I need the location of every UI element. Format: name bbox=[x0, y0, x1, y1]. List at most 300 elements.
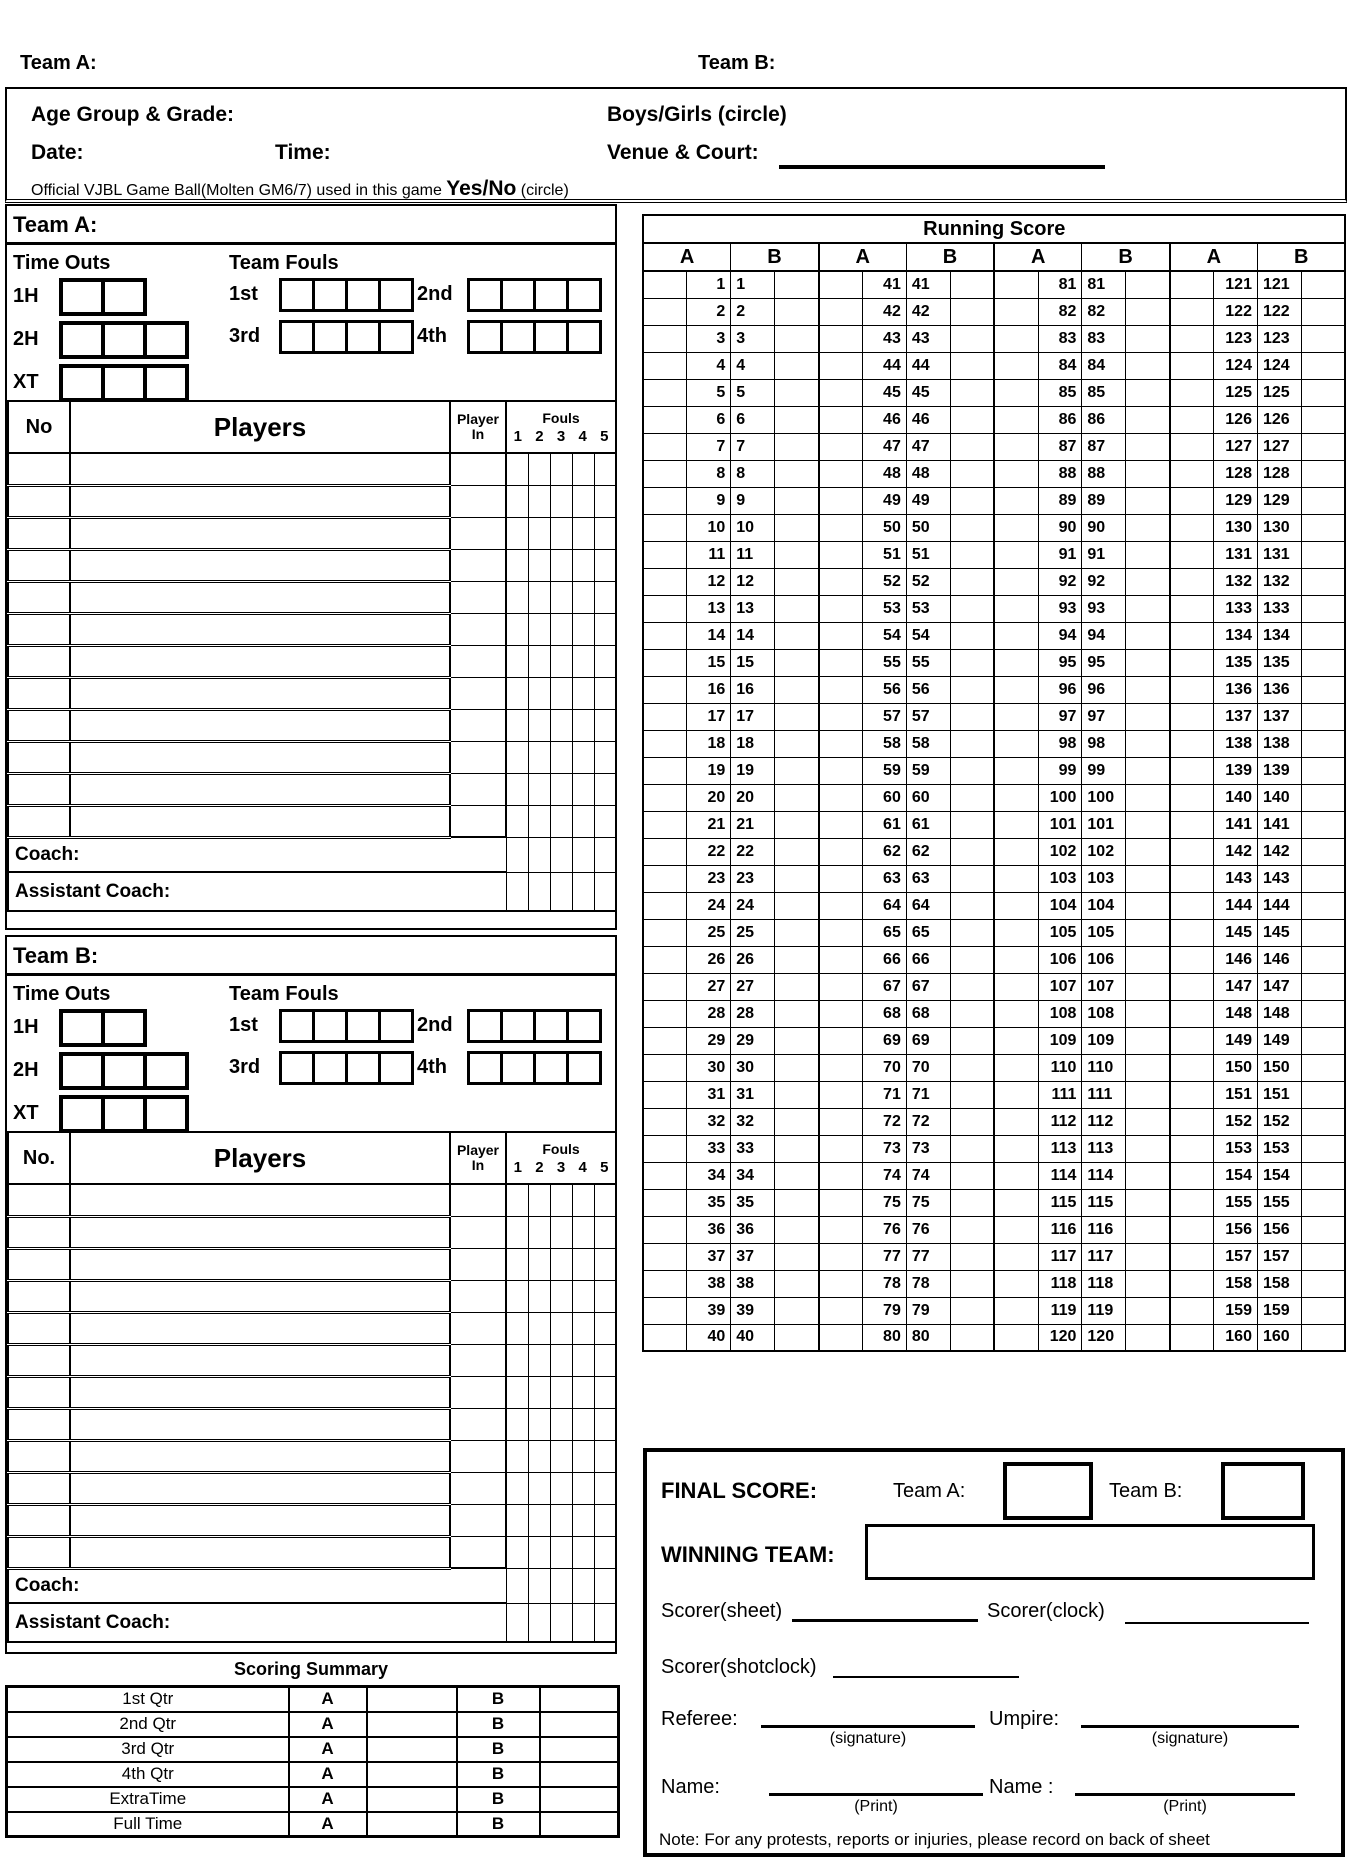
player-foul-cell[interactable] bbox=[528, 677, 550, 709]
player-foul-cell[interactable] bbox=[572, 1472, 594, 1504]
player-foul-cell[interactable] bbox=[572, 485, 594, 517]
running-score-number-a[interactable]: 16 bbox=[687, 676, 731, 703]
running-score-number-a[interactable]: 105 bbox=[1038, 919, 1082, 946]
running-score-mark-cell-b[interactable] bbox=[1126, 1027, 1170, 1054]
running-score-mark-cell-a[interactable] bbox=[994, 1081, 1038, 1108]
running-score-mark-cell-b[interactable] bbox=[775, 622, 819, 649]
running-score-number-b[interactable]: 12 bbox=[731, 568, 775, 595]
running-score-number-b[interactable]: 30 bbox=[731, 1054, 775, 1081]
running-score-mark-cell-a[interactable] bbox=[994, 1108, 1038, 1135]
running-score-number-a[interactable]: 67 bbox=[862, 973, 906, 1000]
player-number-cell[interactable] bbox=[8, 677, 70, 709]
running-score-mark-cell-a[interactable] bbox=[643, 1216, 687, 1243]
running-score-mark-cell-a[interactable] bbox=[994, 379, 1038, 406]
player-foul-cell[interactable] bbox=[528, 1184, 550, 1216]
running-score-number-a[interactable]: 116 bbox=[1038, 1216, 1082, 1243]
player-foul-cell[interactable] bbox=[572, 1504, 594, 1536]
player-number-cell[interactable] bbox=[8, 1216, 70, 1248]
final-team-b-score-box[interactable] bbox=[1221, 1462, 1305, 1520]
running-score-number-b[interactable]: 134 bbox=[1257, 622, 1301, 649]
team-foul-box[interactable] bbox=[312, 1009, 348, 1043]
player-foul-cell[interactable] bbox=[550, 1344, 572, 1376]
running-score-number-b[interactable]: 20 bbox=[731, 784, 775, 811]
running-score-mark-cell-a[interactable] bbox=[1170, 919, 1214, 946]
running-score-number-b[interactable]: 47 bbox=[906, 433, 950, 460]
running-score-mark-cell-b[interactable] bbox=[950, 622, 994, 649]
running-score-mark-cell-a[interactable] bbox=[643, 973, 687, 1000]
running-score-mark-cell-b[interactable] bbox=[775, 919, 819, 946]
team-foul-box[interactable] bbox=[279, 1051, 315, 1085]
running-score-number-a[interactable]: 73 bbox=[862, 1135, 906, 1162]
player-foul-cell[interactable] bbox=[550, 517, 572, 549]
running-score-mark-cell-b[interactable] bbox=[1301, 325, 1345, 352]
running-score-mark-cell-b[interactable] bbox=[950, 1243, 994, 1270]
running-score-number-a[interactable]: 141 bbox=[1214, 811, 1258, 838]
running-score-number-a[interactable]: 127 bbox=[1214, 433, 1258, 460]
running-score-number-b[interactable]: 135 bbox=[1257, 649, 1301, 676]
running-score-number-b[interactable]: 106 bbox=[1082, 946, 1126, 973]
running-score-mark-cell-a[interactable] bbox=[1170, 865, 1214, 892]
running-score-number-a[interactable]: 11 bbox=[687, 541, 731, 568]
running-score-number-b[interactable]: 60 bbox=[906, 784, 950, 811]
player-name-cell[interactable] bbox=[70, 1408, 450, 1440]
running-score-mark-cell-b[interactable] bbox=[950, 919, 994, 946]
player-foul-cell[interactable] bbox=[594, 1216, 616, 1248]
running-score-number-a[interactable]: 2 bbox=[687, 298, 731, 325]
running-score-mark-cell-b[interactable] bbox=[775, 784, 819, 811]
player-foul-cell[interactable] bbox=[572, 581, 594, 613]
running-score-number-a[interactable]: 49 bbox=[862, 487, 906, 514]
running-score-number-b[interactable]: 57 bbox=[906, 703, 950, 730]
running-score-mark-cell-a[interactable] bbox=[1170, 1216, 1214, 1243]
running-score-mark-cell-b[interactable] bbox=[1126, 460, 1170, 487]
player-in-cell[interactable] bbox=[450, 1536, 506, 1568]
summary-team-a-score-cell[interactable] bbox=[367, 1737, 457, 1762]
running-score-number-a[interactable]: 38 bbox=[687, 1270, 731, 1297]
running-score-mark-cell-a[interactable] bbox=[643, 784, 687, 811]
running-score-number-b[interactable]: 70 bbox=[906, 1054, 950, 1081]
running-score-mark-cell-b[interactable] bbox=[775, 865, 819, 892]
player-in-cell[interactable] bbox=[450, 805, 506, 837]
running-score-number-a[interactable]: 98 bbox=[1038, 730, 1082, 757]
umpire-name-field[interactable] bbox=[1075, 1768, 1295, 1816]
running-score-number-a[interactable]: 77 bbox=[862, 1243, 906, 1270]
player-foul-cell[interactable] bbox=[506, 1376, 528, 1408]
player-in-cell[interactable] bbox=[450, 1504, 506, 1536]
running-score-number-a[interactable]: 136 bbox=[1214, 676, 1258, 703]
running-score-mark-cell-b[interactable] bbox=[950, 1054, 994, 1081]
running-score-mark-cell-b[interactable] bbox=[775, 892, 819, 919]
team-foul-box[interactable] bbox=[312, 1051, 348, 1085]
running-score-number-a[interactable]: 37 bbox=[687, 1243, 731, 1270]
running-score-number-b[interactable]: 74 bbox=[906, 1162, 950, 1189]
running-score-number-a[interactable]: 147 bbox=[1214, 973, 1258, 1000]
running-score-mark-cell-b[interactable] bbox=[1301, 487, 1345, 514]
running-score-mark-cell-a[interactable] bbox=[994, 892, 1038, 919]
running-score-mark-cell-a[interactable] bbox=[1170, 352, 1214, 379]
running-score-number-b[interactable]: 36 bbox=[731, 1216, 775, 1243]
running-score-mark-cell-b[interactable] bbox=[1301, 865, 1345, 892]
summary-team-a-score-cell[interactable] bbox=[367, 1787, 457, 1812]
player-number-cell[interactable] bbox=[8, 453, 70, 485]
player-foul-cell[interactable] bbox=[506, 1216, 528, 1248]
running-score-number-a[interactable]: 146 bbox=[1214, 946, 1258, 973]
player-foul-cell[interactable] bbox=[528, 741, 550, 773]
player-foul-cell[interactable] bbox=[594, 1344, 616, 1376]
running-score-number-b[interactable]: 127 bbox=[1257, 433, 1301, 460]
player-foul-cell[interactable] bbox=[506, 1408, 528, 1440]
timeout-box[interactable] bbox=[59, 321, 105, 359]
player-foul-cell[interactable] bbox=[528, 1248, 550, 1280]
running-score-number-b[interactable]: 130 bbox=[1257, 514, 1301, 541]
running-score-mark-cell-a[interactable] bbox=[1170, 838, 1214, 865]
team-foul-box[interactable] bbox=[500, 1009, 536, 1043]
running-score-mark-cell-a[interactable] bbox=[819, 703, 863, 730]
running-score-number-b[interactable]: 58 bbox=[906, 730, 950, 757]
player-foul-cell[interactable] bbox=[506, 1312, 528, 1344]
player-in-cell[interactable] bbox=[450, 613, 506, 645]
running-score-mark-cell-a[interactable] bbox=[819, 1108, 863, 1135]
running-score-number-b[interactable]: 5 bbox=[731, 379, 775, 406]
running-score-mark-cell-a[interactable] bbox=[994, 811, 1038, 838]
running-score-number-a[interactable]: 94 bbox=[1038, 622, 1082, 649]
running-score-mark-cell-b[interactable] bbox=[1301, 1027, 1345, 1054]
running-score-mark-cell-a[interactable] bbox=[819, 568, 863, 595]
running-score-mark-cell-a[interactable] bbox=[1170, 1324, 1214, 1351]
running-score-mark-cell-b[interactable] bbox=[775, 568, 819, 595]
running-score-mark-cell-b[interactable] bbox=[1301, 271, 1345, 298]
running-score-number-b[interactable]: 54 bbox=[906, 622, 950, 649]
running-score-number-b[interactable]: 99 bbox=[1082, 757, 1126, 784]
running-score-mark-cell-a[interactable] bbox=[1170, 1189, 1214, 1216]
player-in-cell[interactable] bbox=[450, 549, 506, 581]
player-foul-cell[interactable] bbox=[506, 645, 528, 677]
player-foul-cell[interactable] bbox=[550, 645, 572, 677]
running-score-number-a[interactable]: 149 bbox=[1214, 1027, 1258, 1054]
player-foul-cell[interactable] bbox=[506, 805, 528, 837]
running-score-mark-cell-b[interactable] bbox=[950, 298, 994, 325]
running-score-number-b[interactable]: 156 bbox=[1257, 1216, 1301, 1243]
running-score-number-a[interactable]: 132 bbox=[1214, 568, 1258, 595]
running-score-mark-cell-a[interactable] bbox=[994, 1297, 1038, 1324]
player-foul-cell[interactable] bbox=[550, 741, 572, 773]
player-number-cell[interactable] bbox=[8, 773, 70, 805]
team-foul-box[interactable] bbox=[312, 278, 348, 312]
player-foul-cell[interactable] bbox=[594, 517, 616, 549]
running-score-number-a[interactable]: 19 bbox=[687, 757, 731, 784]
running-score-number-b[interactable]: 29 bbox=[731, 1027, 775, 1054]
player-foul-cell[interactable] bbox=[528, 1344, 550, 1376]
player-foul-cell[interactable] bbox=[550, 677, 572, 709]
running-score-mark-cell-a[interactable] bbox=[819, 649, 863, 676]
player-foul-cell[interactable] bbox=[572, 549, 594, 581]
player-foul-cell[interactable] bbox=[572, 1536, 594, 1568]
assistant-coach-row-label[interactable]: Assistant Coach: bbox=[8, 1603, 506, 1642]
running-score-mark-cell-a[interactable] bbox=[1170, 1297, 1214, 1324]
player-foul-cell[interactable] bbox=[594, 453, 616, 485]
running-score-number-a[interactable]: 92 bbox=[1038, 568, 1082, 595]
running-score-mark-cell-a[interactable] bbox=[819, 595, 863, 622]
running-score-mark-cell-b[interactable] bbox=[950, 892, 994, 919]
timeout-box[interactable] bbox=[143, 1052, 189, 1090]
running-score-mark-cell-b[interactable] bbox=[1301, 1081, 1345, 1108]
player-foul-cell[interactable] bbox=[594, 773, 616, 805]
running-score-mark-cell-b[interactable] bbox=[1301, 784, 1345, 811]
running-score-mark-cell-a[interactable] bbox=[819, 919, 863, 946]
running-score-mark-cell-b[interactable] bbox=[1126, 1108, 1170, 1135]
player-in-cell[interactable] bbox=[450, 677, 506, 709]
running-score-number-a[interactable]: 14 bbox=[687, 622, 731, 649]
running-score-mark-cell-b[interactable] bbox=[775, 676, 819, 703]
summary-team-b-score-cell[interactable] bbox=[540, 1787, 619, 1812]
running-score-number-a[interactable]: 124 bbox=[1214, 352, 1258, 379]
running-score-number-a[interactable]: 100 bbox=[1038, 784, 1082, 811]
running-score-mark-cell-b[interactable] bbox=[950, 1027, 994, 1054]
running-score-number-a[interactable]: 52 bbox=[862, 568, 906, 595]
running-score-mark-cell-a[interactable] bbox=[819, 946, 863, 973]
timeout-box[interactable] bbox=[101, 1095, 147, 1133]
running-score-number-b[interactable]: 67 bbox=[906, 973, 950, 1000]
running-score-number-b[interactable]: 146 bbox=[1257, 946, 1301, 973]
running-score-mark-cell-b[interactable] bbox=[775, 1027, 819, 1054]
running-score-mark-cell-b[interactable] bbox=[950, 568, 994, 595]
running-score-number-b[interactable]: 55 bbox=[906, 649, 950, 676]
player-number-cell[interactable] bbox=[8, 1440, 70, 1472]
running-score-number-a[interactable]: 83 bbox=[1038, 325, 1082, 352]
running-score-mark-cell-b[interactable] bbox=[1301, 622, 1345, 649]
running-score-mark-cell-a[interactable] bbox=[643, 379, 687, 406]
running-score-mark-cell-a[interactable] bbox=[994, 1216, 1038, 1243]
player-name-cell[interactable] bbox=[70, 1280, 450, 1312]
running-score-number-a[interactable]: 56 bbox=[862, 676, 906, 703]
player-foul-cell[interactable] bbox=[572, 1184, 594, 1216]
running-score-mark-cell-b[interactable] bbox=[1301, 1270, 1345, 1297]
running-score-number-b[interactable]: 81 bbox=[1082, 271, 1126, 298]
running-score-number-a[interactable]: 32 bbox=[687, 1108, 731, 1135]
running-score-mark-cell-b[interactable] bbox=[950, 838, 994, 865]
player-foul-cell[interactable] bbox=[550, 1472, 572, 1504]
running-score-mark-cell-b[interactable] bbox=[1126, 892, 1170, 919]
player-foul-cell[interactable] bbox=[572, 677, 594, 709]
running-score-mark-cell-a[interactable] bbox=[819, 1324, 863, 1351]
team-foul-box[interactable] bbox=[500, 278, 536, 312]
running-score-mark-cell-b[interactable] bbox=[950, 1135, 994, 1162]
running-score-mark-cell-a[interactable] bbox=[819, 325, 863, 352]
team-foul-box[interactable] bbox=[345, 1051, 381, 1085]
running-score-number-b[interactable]: 150 bbox=[1257, 1054, 1301, 1081]
player-in-cell[interactable] bbox=[450, 709, 506, 741]
running-score-number-a[interactable]: 80 bbox=[862, 1324, 906, 1351]
running-score-number-a[interactable]: 55 bbox=[862, 649, 906, 676]
running-score-mark-cell-b[interactable] bbox=[1301, 1243, 1345, 1270]
running-score-mark-cell-b[interactable] bbox=[775, 811, 819, 838]
running-score-mark-cell-a[interactable] bbox=[994, 757, 1038, 784]
running-score-mark-cell-b[interactable] bbox=[1126, 568, 1170, 595]
running-score-number-a[interactable]: 101 bbox=[1038, 811, 1082, 838]
player-number-cell[interactable] bbox=[8, 485, 70, 517]
player-foul-cell[interactable] bbox=[572, 1312, 594, 1344]
running-score-mark-cell-b[interactable] bbox=[775, 379, 819, 406]
running-score-number-b[interactable]: 35 bbox=[731, 1189, 775, 1216]
player-name-cell[interactable] bbox=[70, 709, 450, 741]
running-score-mark-cell-b[interactable] bbox=[1301, 1135, 1345, 1162]
running-score-number-a[interactable]: 64 bbox=[862, 892, 906, 919]
player-in-cell[interactable] bbox=[450, 1216, 506, 1248]
running-score-mark-cell-a[interactable] bbox=[643, 352, 687, 379]
running-score-number-b[interactable]: 24 bbox=[731, 892, 775, 919]
running-score-number-b[interactable]: 129 bbox=[1257, 487, 1301, 514]
running-score-mark-cell-a[interactable] bbox=[1170, 541, 1214, 568]
running-score-mark-cell-a[interactable] bbox=[819, 271, 863, 298]
running-score-mark-cell-b[interactable] bbox=[1301, 1108, 1345, 1135]
running-score-number-a[interactable]: 108 bbox=[1038, 1000, 1082, 1027]
running-score-mark-cell-b[interactable] bbox=[1126, 757, 1170, 784]
signature-line[interactable] bbox=[761, 1700, 975, 1728]
running-score-mark-cell-a[interactable] bbox=[1170, 1108, 1214, 1135]
running-score-mark-cell-a[interactable] bbox=[994, 1054, 1038, 1081]
running-score-mark-cell-a[interactable] bbox=[1170, 811, 1214, 838]
running-score-mark-cell-b[interactable] bbox=[1126, 973, 1170, 1000]
running-score-number-a[interactable]: 6 bbox=[687, 406, 731, 433]
running-score-mark-cell-a[interactable] bbox=[643, 811, 687, 838]
running-score-number-b[interactable]: 38 bbox=[731, 1270, 775, 1297]
running-score-mark-cell-b[interactable] bbox=[1126, 865, 1170, 892]
running-score-number-a[interactable]: 35 bbox=[687, 1189, 731, 1216]
player-foul-cell[interactable] bbox=[594, 709, 616, 741]
running-score-mark-cell-b[interactable] bbox=[1301, 757, 1345, 784]
running-score-mark-cell-a[interactable] bbox=[819, 1270, 863, 1297]
running-score-number-b[interactable]: 63 bbox=[906, 865, 950, 892]
running-score-mark-cell-b[interactable] bbox=[1301, 811, 1345, 838]
running-score-number-b[interactable]: 22 bbox=[731, 838, 775, 865]
scorer-shotclock-field[interactable] bbox=[833, 1656, 1019, 1678]
running-score-mark-cell-b[interactable] bbox=[1126, 1270, 1170, 1297]
running-score-number-b[interactable]: 109 bbox=[1082, 1027, 1126, 1054]
running-score-number-a[interactable]: 119 bbox=[1038, 1297, 1082, 1324]
running-score-mark-cell-a[interactable] bbox=[994, 703, 1038, 730]
running-score-number-a[interactable]: 15 bbox=[687, 649, 731, 676]
running-score-number-b[interactable]: 69 bbox=[906, 1027, 950, 1054]
running-score-mark-cell-b[interactable] bbox=[950, 325, 994, 352]
running-score-mark-cell-a[interactable] bbox=[819, 973, 863, 1000]
running-score-mark-cell-b[interactable] bbox=[775, 298, 819, 325]
player-in-cell[interactable] bbox=[450, 645, 506, 677]
player-name-cell[interactable] bbox=[70, 741, 450, 773]
running-score-mark-cell-a[interactable] bbox=[1170, 784, 1214, 811]
running-score-mark-cell-b[interactable] bbox=[950, 757, 994, 784]
running-score-mark-cell-a[interactable] bbox=[994, 1243, 1038, 1270]
running-score-mark-cell-b[interactable] bbox=[775, 1081, 819, 1108]
running-score-number-a[interactable]: 33 bbox=[687, 1135, 731, 1162]
running-score-mark-cell-b[interactable] bbox=[1301, 838, 1345, 865]
running-score-number-b[interactable]: 62 bbox=[906, 838, 950, 865]
running-score-number-a[interactable]: 112 bbox=[1038, 1108, 1082, 1135]
running-score-number-a[interactable]: 82 bbox=[1038, 298, 1082, 325]
running-score-mark-cell-b[interactable] bbox=[775, 352, 819, 379]
running-score-number-b[interactable]: 84 bbox=[1082, 352, 1126, 379]
running-score-mark-cell-b[interactable] bbox=[1301, 1189, 1345, 1216]
running-score-mark-cell-b[interactable] bbox=[950, 1189, 994, 1216]
running-score-mark-cell-b[interactable] bbox=[950, 1108, 994, 1135]
running-score-mark-cell-a[interactable] bbox=[819, 1135, 863, 1162]
running-score-number-a[interactable]: 27 bbox=[687, 973, 731, 1000]
running-score-number-a[interactable]: 70 bbox=[862, 1054, 906, 1081]
player-foul-cell[interactable] bbox=[572, 517, 594, 549]
player-number-cell[interactable] bbox=[8, 1472, 70, 1504]
running-score-mark-cell-a[interactable] bbox=[994, 838, 1038, 865]
player-foul-cell[interactable] bbox=[594, 741, 616, 773]
running-score-mark-cell-b[interactable] bbox=[1301, 1000, 1345, 1027]
running-score-mark-cell-a[interactable] bbox=[819, 433, 863, 460]
running-score-number-a[interactable]: 39 bbox=[687, 1297, 731, 1324]
running-score-number-b[interactable]: 90 bbox=[1082, 514, 1126, 541]
running-score-number-a[interactable]: 72 bbox=[862, 1108, 906, 1135]
running-score-number-b[interactable]: 6 bbox=[731, 406, 775, 433]
running-score-mark-cell-a[interactable] bbox=[643, 1243, 687, 1270]
running-score-mark-cell-a[interactable] bbox=[819, 784, 863, 811]
running-score-mark-cell-b[interactable] bbox=[1126, 784, 1170, 811]
running-score-number-b[interactable]: 3 bbox=[731, 325, 775, 352]
running-score-mark-cell-b[interactable] bbox=[950, 946, 994, 973]
running-score-mark-cell-a[interactable] bbox=[1170, 433, 1214, 460]
running-score-number-b[interactable]: 78 bbox=[906, 1270, 950, 1297]
player-foul-cell[interactable] bbox=[528, 1440, 550, 1472]
running-score-number-a[interactable]: 95 bbox=[1038, 649, 1082, 676]
running-score-number-a[interactable]: 158 bbox=[1214, 1270, 1258, 1297]
running-score-mark-cell-b[interactable] bbox=[1301, 352, 1345, 379]
running-score-number-a[interactable]: 154 bbox=[1214, 1162, 1258, 1189]
summary-team-b-score-cell[interactable] bbox=[540, 1812, 619, 1837]
running-score-mark-cell-a[interactable] bbox=[994, 946, 1038, 973]
player-number-cell[interactable] bbox=[8, 1536, 70, 1568]
running-score-mark-cell-b[interactable] bbox=[1301, 1054, 1345, 1081]
running-score-mark-cell-a[interactable] bbox=[994, 865, 1038, 892]
running-score-mark-cell-a[interactable] bbox=[994, 1270, 1038, 1297]
player-foul-cell[interactable] bbox=[550, 485, 572, 517]
running-score-mark-cell-b[interactable] bbox=[1126, 325, 1170, 352]
player-name-cell[interactable] bbox=[70, 485, 450, 517]
running-score-mark-cell-b[interactable] bbox=[775, 1324, 819, 1351]
running-score-mark-cell-a[interactable] bbox=[819, 1054, 863, 1081]
player-foul-cell[interactable] bbox=[550, 1536, 572, 1568]
running-score-mark-cell-b[interactable] bbox=[1301, 730, 1345, 757]
running-score-mark-cell-b[interactable] bbox=[775, 1135, 819, 1162]
running-score-number-b[interactable]: 37 bbox=[731, 1243, 775, 1270]
team-foul-box[interactable] bbox=[279, 320, 315, 354]
running-score-number-b[interactable]: 105 bbox=[1082, 919, 1126, 946]
running-score-number-a[interactable]: 12 bbox=[687, 568, 731, 595]
running-score-mark-cell-b[interactable] bbox=[1301, 649, 1345, 676]
winning-team-box[interactable] bbox=[865, 1524, 1315, 1580]
timeout-box[interactable] bbox=[101, 321, 147, 359]
running-score-mark-cell-a[interactable] bbox=[994, 433, 1038, 460]
running-score-number-a[interactable]: 93 bbox=[1038, 595, 1082, 622]
running-score-number-b[interactable]: 31 bbox=[731, 1081, 775, 1108]
running-score-number-a[interactable]: 42 bbox=[862, 298, 906, 325]
running-score-mark-cell-a[interactable] bbox=[1170, 1243, 1214, 1270]
running-score-number-b[interactable]: 107 bbox=[1082, 973, 1126, 1000]
running-score-number-b[interactable]: 147 bbox=[1257, 973, 1301, 1000]
scorer-sheet-field[interactable] bbox=[792, 1600, 978, 1622]
player-in-cell[interactable] bbox=[450, 1248, 506, 1280]
team-foul-box[interactable] bbox=[533, 1051, 569, 1085]
running-score-mark-cell-b[interactable] bbox=[1126, 1324, 1170, 1351]
player-in-cell[interactable] bbox=[450, 581, 506, 613]
team-foul-box[interactable] bbox=[566, 1051, 602, 1085]
running-score-number-b[interactable]: 48 bbox=[906, 460, 950, 487]
running-score-mark-cell-b[interactable] bbox=[1126, 379, 1170, 406]
team-foul-box[interactable] bbox=[500, 320, 536, 354]
